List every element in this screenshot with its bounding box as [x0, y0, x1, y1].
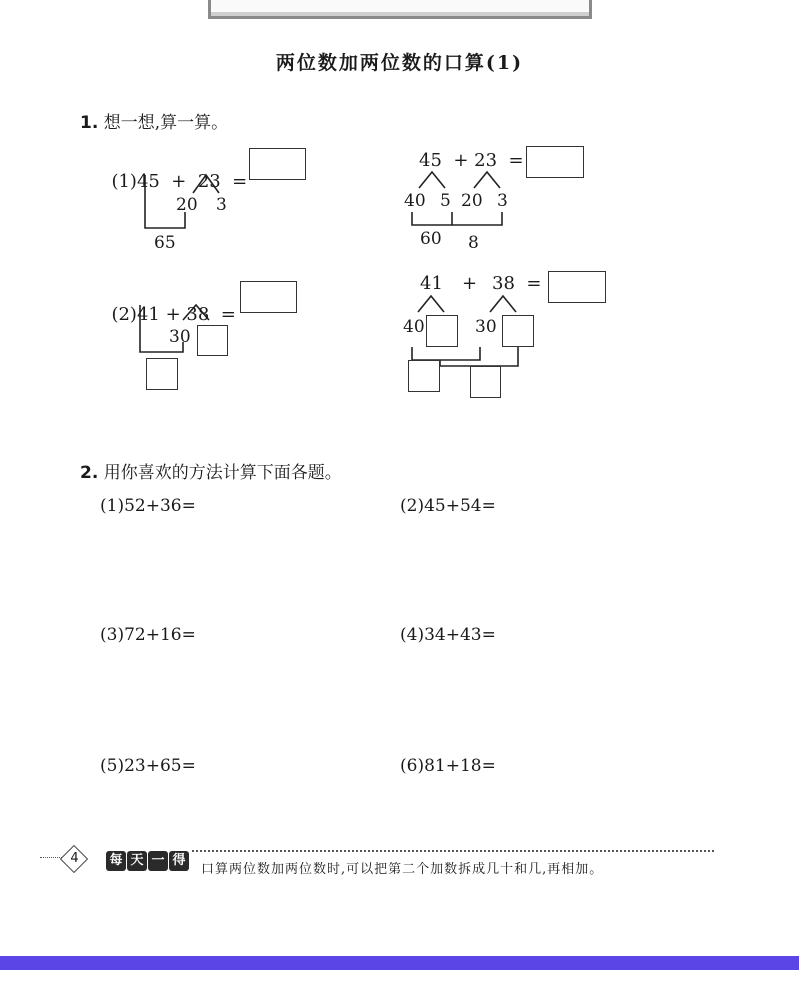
- question-2-heading: [80, 458, 342, 483]
- q1-p1b-expr: 45 + 23 =: [419, 150, 524, 171]
- question-2-number: 2.: [80, 463, 99, 483]
- tip-tag-char: 一: [148, 851, 168, 871]
- q1-p1b-split-c: 20: [461, 191, 483, 211]
- answer-box[interactable]: [146, 358, 178, 390]
- bottom-accent-bar: [0, 956, 799, 970]
- q1-p1-split-ones: 3: [216, 195, 227, 215]
- tip-tag-char: 得: [169, 851, 189, 871]
- answer-box[interactable]: [548, 271, 606, 303]
- tip-text: 口算两位数加两位数时,可以把第二个加数拆成几十和几,再相加。: [201, 862, 604, 877]
- q2-problem: (2)45+54=: [400, 496, 496, 516]
- page-title: 两位数加两位数的口算(1): [275, 52, 524, 74]
- answer-box[interactable]: [240, 281, 297, 313]
- q1-p2b-split-b: 30: [475, 317, 497, 337]
- question-1-number: 1.: [80, 113, 99, 133]
- q2-problem: (4)34+43=: [400, 625, 496, 645]
- q1-p2-expression: [100, 283, 236, 325]
- q1-p2b-op: +: [462, 273, 478, 294]
- answer-box[interactable]: [249, 148, 306, 180]
- tip-tag-char: 天: [127, 851, 147, 871]
- q1-p2b-right: 38 =: [492, 273, 542, 294]
- footer-divider: [192, 850, 714, 852]
- question-1-heading: [80, 108, 228, 133]
- q1-p1-label: (1): [111, 171, 137, 192]
- q1-p2-expr: 41 + 38 =: [136, 304, 236, 325]
- q2-problem: (3)72+16=: [100, 625, 196, 645]
- answer-box[interactable]: [408, 360, 440, 392]
- q1-p1-split-tens: 20: [176, 195, 198, 215]
- q1-p2-split-tens: 30: [169, 327, 191, 347]
- q1-p1b-split-b: 5: [440, 191, 451, 211]
- q2-problem: (6)81+18=: [400, 756, 496, 776]
- header-frame: [208, 0, 592, 19]
- q1-p1b-sum-ones: 8: [468, 233, 479, 253]
- q1-p1b-sum-tens: 60: [420, 229, 442, 249]
- q1-p1-expression: [100, 150, 247, 192]
- question-1-text: 想一想,算一算。: [103, 113, 229, 133]
- q1-p2b-split-a: 40: [403, 317, 425, 337]
- answer-box[interactable]: [526, 146, 584, 178]
- q1-p2-label: (2): [111, 304, 137, 325]
- q1-p1-sum: 65: [154, 233, 176, 253]
- answer-box[interactable]: [426, 315, 458, 347]
- answer-box[interactable]: [502, 315, 534, 347]
- q1-p1b-split-d: 3: [497, 191, 508, 211]
- page-number: 4: [70, 851, 79, 866]
- q2-problem: (5)23+65=: [100, 756, 196, 776]
- q1-p2b-left: 41: [420, 273, 443, 294]
- answer-box[interactable]: [197, 325, 228, 356]
- answer-box[interactable]: [470, 366, 501, 398]
- tip-tag-char: 每: [106, 851, 126, 871]
- q1-p1-expr: 45 + 23 =: [136, 171, 248, 192]
- q2-problem: (1)52+36=: [100, 496, 196, 516]
- q1-p1b-split-a: 40: [404, 191, 426, 211]
- question-2-text: 用你喜欢的方法计算下面各题。: [103, 463, 342, 483]
